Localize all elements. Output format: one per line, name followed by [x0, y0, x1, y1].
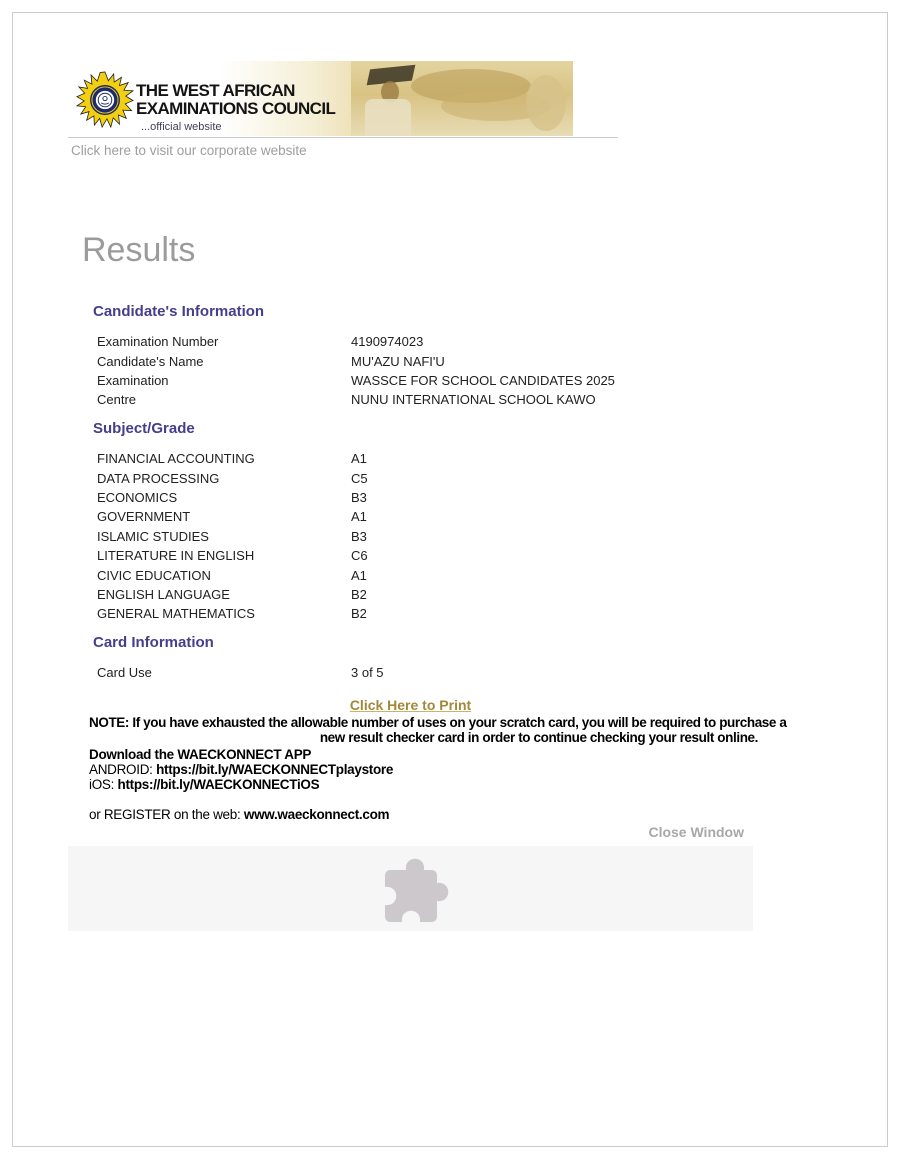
table-row — [97, 565, 717, 584]
subject-name: GOVERNMENT — [97, 509, 191, 525]
table-row — [97, 527, 717, 546]
candidate-info-table — [97, 332, 717, 410]
table-row — [97, 585, 717, 604]
subject-grade-heading: Subject/Grade — [93, 420, 195, 437]
spacer — [89, 793, 393, 807]
table-row — [97, 507, 717, 526]
register-label: or REGISTER on the web: — [89, 806, 244, 822]
subject-name: GENERAL MATHEMATICS — [97, 606, 255, 622]
ios-label: iOS: — [89, 777, 118, 793]
subject-grade: C5 — [351, 470, 368, 486]
table-row — [97, 449, 717, 468]
close-window-link[interactable]: Close Window — [648, 824, 744, 840]
row-value: WASSCE FOR SCHOOL CANDIDATES 2025 — [351, 372, 615, 388]
row-label: Candidate's Name — [97, 353, 204, 369]
android-label: ANDROID: — [89, 762, 157, 778]
register-line — [89, 807, 393, 822]
page-title: Results — [82, 231, 196, 269]
note-line1 — [89, 715, 787, 730]
ios-link[interactable]: https://bit.ly/WAECKONNECTiOS — [117, 777, 320, 793]
subject-grade: A1 — [351, 509, 367, 525]
graduate-gown-silhouette — [365, 99, 411, 136]
subject-name: FINANCIAL ACCOUNTING — [97, 451, 255, 467]
print-link[interactable]: Click Here to Print — [349, 697, 472, 713]
table-row — [97, 604, 717, 623]
subject-grade-table — [97, 449, 717, 624]
photo-blob — [526, 75, 566, 131]
page-frame — [12, 12, 888, 1147]
note-text — [89, 715, 787, 745]
banner-classroom-photo — [351, 61, 573, 136]
row-value: 4190974023 — [351, 334, 424, 350]
plugin-placeholder-box[interactable] — [68, 846, 753, 931]
org-name-line2: EXAMINATIONS COUNCIL — [136, 99, 336, 118]
note-line2: new result checker card in order to continue checking your result online. — [319, 730, 758, 745]
table-row — [97, 663, 717, 682]
card-info-heading: Card Information — [93, 634, 214, 651]
row-label: Examination Number — [97, 334, 219, 350]
table-row — [97, 546, 717, 565]
subject-name: DATA PROCESSING — [97, 470, 220, 486]
register-link[interactable]: www.waeckonnect.com — [243, 806, 390, 822]
row-value: NUNU INTERNATIONAL SCHOOL KAWO — [351, 392, 596, 408]
close-window-container — [68, 824, 744, 842]
subject-name: CIVIC EDUCATION — [97, 567, 211, 583]
subject-name: ENGLISH LANGUAGE — [97, 586, 230, 602]
note-label: NOTE: — [89, 715, 129, 730]
table-row — [97, 488, 717, 507]
row-value: MU'AZU NAFI'U — [351, 353, 445, 369]
org-name-line1: THE WEST AFRICAN — [136, 81, 295, 100]
print-link-container — [68, 697, 753, 715]
corporate-website-link[interactable]: Click here to visit our corporate website — [71, 143, 307, 158]
puzzle-piece-icon — [371, 851, 451, 927]
subject-name: ECONOMICS — [97, 489, 178, 505]
android-link[interactable]: https://bit.ly/WAECKONNECTplaystore — [156, 762, 394, 778]
org-tagline: ...official website — [141, 121, 222, 133]
download-title: Download the WAECKONNECT APP — [89, 747, 312, 762]
download-app-block — [89, 747, 393, 822]
ios-line — [89, 777, 393, 792]
android-line — [89, 762, 393, 777]
row-value: 3 of 5 — [351, 665, 384, 681]
subject-name: LITERATURE IN ENGLISH — [97, 548, 255, 564]
candidate-info-heading: Candidate's Information — [93, 303, 265, 320]
note-line1-text: If you have exhausted the allowable number of uses on your scratch card, you will be required to purchase a — [129, 715, 787, 730]
row-label: Card Use — [97, 665, 152, 681]
subject-grade: A1 — [351, 567, 367, 583]
subject-grade: C6 — [351, 548, 368, 564]
card-info-table — [97, 663, 717, 682]
subject-grade: B3 — [351, 489, 367, 505]
row-label: Centre — [97, 392, 137, 408]
subject-grade: B2 — [351, 586, 367, 602]
subject-grade: A1 — [351, 451, 367, 467]
subject-name: ISLAMIC STUDIES — [97, 528, 209, 544]
row-label: Examination — [97, 372, 169, 388]
subject-grade: B3 — [351, 528, 367, 544]
org-name — [136, 82, 335, 118]
table-row — [97, 468, 717, 487]
waec-header-banner — [68, 61, 573, 136]
banner-divider — [68, 137, 618, 138]
waec-logo-icon — [76, 71, 134, 129]
table-row — [97, 371, 717, 390]
table-row — [97, 332, 717, 351]
table-row — [97, 351, 717, 370]
subject-grade: B2 — [351, 606, 367, 622]
table-row — [97, 390, 717, 409]
